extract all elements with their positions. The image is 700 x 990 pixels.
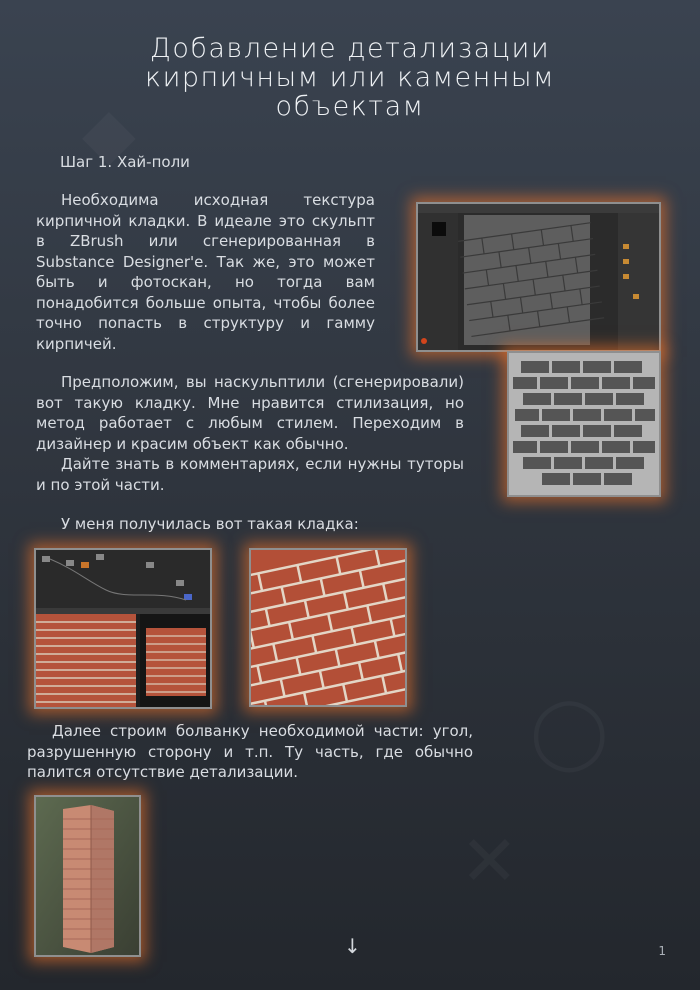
step-heading: Шаг 1. Хай-поли: [60, 153, 190, 171]
red-brick-wall-image: [249, 548, 407, 707]
down-arrow-icon: ↓: [344, 934, 361, 958]
title-line-2: кирпичным или каменным: [145, 62, 555, 93]
brick-pillar-image: [34, 795, 141, 957]
page-number: 1: [658, 944, 666, 958]
page-title: [120, 34, 580, 121]
paragraph-source-texture: Необходима исходная текстура кирпичной кладки. В идеале это скульпт в ZBrush или сгенерированная в Substance Designer'е. Так же, это может быть и фотоскан, но тогда вам понадобится больше опыта, чтобы более точно попасть в структуру и гамму кирпичей.: [36, 191, 375, 353]
paragraph-comments: Дайте знать в комментариях, если нужны туторы и по этой части.: [36, 455, 464, 494]
background-ornament: [530, 690, 608, 772]
background-ornament: [460, 820, 519, 902]
title-line-1: Добавление детализации: [149, 33, 551, 64]
substance-designer-screenshot-image: [34, 548, 212, 709]
paragraph-blockout: Далее строим болванку необходимой части: угол, разрушенную сторону и т.п. Ту часть, где обычно палится отсутствие детализации.: [27, 722, 473, 781]
gray-brick-sculpt-image: [507, 351, 661, 497]
paragraph-result: У меня получилась вот такая кладка:: [61, 515, 359, 533]
zbrush-screenshot-image: [416, 202, 661, 352]
title-line-3: объектам: [275, 91, 425, 122]
paragraph-sculpt: Предположим, вы наскульптили (сгенерировали) вот такую кладку. Мне нравится стилизация, но метод работает с любым стилем. Переходим в дизайнер и красим объект как обычно.: [36, 373, 464, 453]
